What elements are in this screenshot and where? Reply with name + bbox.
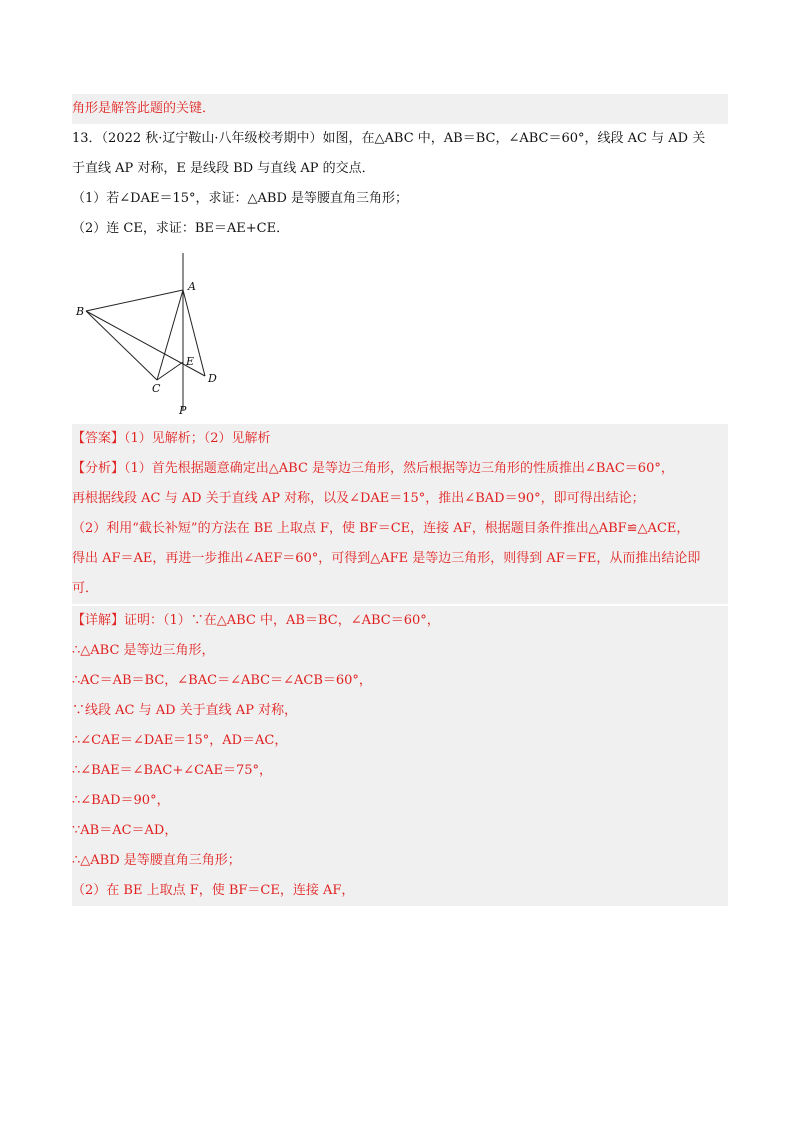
analysis-line: 可．: [72, 574, 728, 604]
label-d: D: [208, 372, 217, 385]
label-e: E: [186, 355, 195, 368]
previous-answer-line: 角形是解答此题的关键．: [72, 94, 728, 124]
detail-line: ∴AC＝AB＝BC，∠BAC＝∠ABC＝∠ACB＝60°，: [72, 666, 728, 696]
label-c: C: [152, 382, 161, 395]
detail-line: ∴∠BAD＝90°，: [72, 786, 728, 816]
answer-line: 【答案】（1）见解析；（2）见解析: [72, 424, 728, 454]
analysis-line: 【分析】（1）首先根据题意确定出△ABC 是等边三角形，然后根据等边三角形的性质推出∠BAC＝60°，: [72, 454, 728, 484]
question-part-2: （2）连 CE，求证：BE＝AE+CE．: [72, 221, 290, 236]
label-b: B: [76, 305, 85, 318]
segment-ac: [157, 290, 183, 380]
question-part-1: （1）若∠DAE＝15°，求证：△ABD 是等腰直角三角形；: [72, 191, 409, 206]
segment-ba: [86, 290, 183, 311]
analysis-line: 得出 AF＝AE，再进一步推出∠AEF＝60°，可得到△AFE 是等边三角形，则得到 AF＝FE，从而推出结论即: [72, 544, 728, 574]
detail-line: ∴∠CAE＝∠DAE＝15°，AD＝AC，: [72, 726, 728, 756]
triangle-figure-svg: [72, 248, 232, 418]
detail-line: ∵AB＝AC＝AD，: [72, 816, 728, 846]
analysis-line: 再根据线段 AC 与 AD 关于直线 AP 对称，以及∠DAE＝15°，推出∠BAD＝90°，即可得出结论；: [72, 484, 728, 514]
question-line-2: 于直线 AP 对称，E 是线段 BD 与直线 AP 的交点．: [72, 161, 375, 176]
segment-bc: [86, 311, 157, 380]
detail-line: 【详解】证明：（1）∵在△ABC 中，AB＝BC，∠ABC＝60°，: [72, 606, 728, 636]
detail-line: （2）在 BE 上取点 F，使 BF＝CE，连接 AF，: [72, 876, 728, 906]
detail-line: ∴△ABC 是等边三角形，: [72, 636, 728, 666]
analysis-line: （2）利用“截长补短”的方法在 BE 上取点 F，使 BF＝CE，连接 AF，根据题目条件推出△ABF≌△ACE，: [72, 514, 728, 544]
label-p: P: [179, 404, 187, 417]
geometry-figure: [72, 248, 232, 418]
question-line-1: 13．（2022 秋·辽宁鞍山·八年级校考期中）如图，在△ABC 中，AB＝BC，∠ABC＝60°，线段 AC 与 AD 关: [72, 131, 706, 146]
detail-line: ∴∠BAE＝∠BAC+∠CAE＝75°，: [72, 756, 728, 786]
label-a: A: [188, 280, 196, 293]
detail-line: ∵线段 AC 与 AD 关于直线 AP 对称，: [72, 696, 728, 726]
detail-line: ∴△ABD 是等腰直角三角形；: [72, 846, 728, 876]
